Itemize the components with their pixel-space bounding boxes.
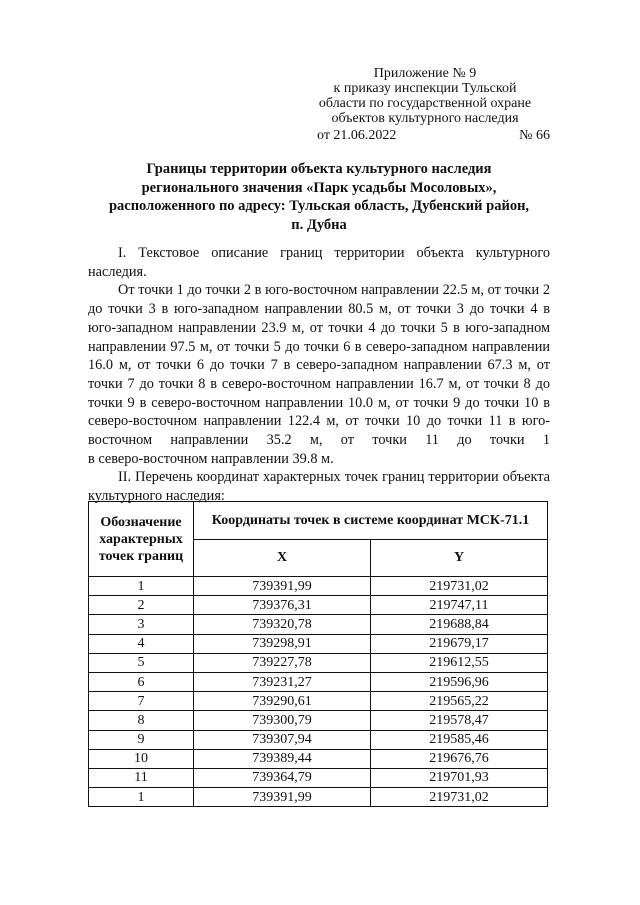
point-number-cell: 9 — [89, 730, 194, 749]
y-coordinate-cell: 219688,84 — [371, 615, 548, 634]
document-body — [88, 244, 550, 506]
point-number-cell: 3 — [89, 615, 194, 634]
y-coordinate-cell: 219596,96 — [371, 672, 548, 691]
point-number-cell: 2 — [89, 596, 194, 615]
coordinates-table-body — [89, 577, 548, 807]
y-coordinate-cell: 219565,22 — [371, 692, 548, 711]
point-number-cell: 8 — [89, 711, 194, 730]
point-number-cell: 6 — [89, 672, 194, 691]
x-coordinate-cell: 739391,99 — [194, 788, 371, 807]
column-header-x: X — [194, 539, 371, 577]
title-line: расположенного по адресу: Тульская область, Дубенский район, — [108, 198, 530, 214]
table-row — [89, 634, 548, 653]
column-header-coordinate-system: Координаты точек в системе координат МСК-71.1 — [194, 502, 548, 540]
point-number-cell: 5 — [89, 653, 194, 672]
point-number-cell: 10 — [89, 749, 194, 768]
y-coordinate-cell: 219747,11 — [371, 596, 548, 615]
x-coordinate-cell: 739364,79 — [194, 768, 371, 787]
y-coordinate-cell: 219585,46 — [371, 730, 548, 749]
y-coordinate-cell: 219612,55 — [371, 653, 548, 672]
appendix-order-ref: области по государственной охране — [318, 96, 532, 111]
appendix-title: Приложение № 9 — [373, 66, 477, 81]
x-coordinate-cell: 739389,44 — [194, 749, 371, 768]
x-coordinate-cell: 739376,31 — [194, 596, 371, 615]
x-coordinate-cell: 739231,27 — [194, 672, 371, 691]
boundary-route-end: в северо-восточном направлении 39.8 м. — [88, 450, 334, 467]
appendix-order-ref: объектов культурного наследия — [331, 111, 519, 126]
x-coordinate-cell: 739227,78 — [194, 653, 371, 672]
y-coordinate-cell: 219731,02 — [371, 788, 548, 807]
table-row — [89, 768, 548, 787]
document-title — [88, 160, 550, 234]
y-coordinate-cell: 219701,93 — [371, 768, 548, 787]
boundary-route-description: От точки 1 до точки 2 в юго-восточном направлении 22.5 м, от точки 2 до точки 3 в юго-западном направлении 80.5 м, от точки 3 до точки 4 в юго-западном направлении 23.9 м, от точки 4 до точки 5 в юго-западном направлении 97.5 м, от точки 5 до точки 6 в северо-западном направлении 16.0 м, от точки 6 до точки 7 в северо-западном направлении 67.3 м, от точки 7 до точки 8 в северо-восточном направлении 16.7 м, от точки 8 до точки 9 в северо-восточном направлении 10.0 м, от точки 9 до точки 10 в северо-восточном направлении 122.4 м, от точки 10 до точки 11 в юго-восточном направлении 35.2 м, от точки 11 до точки 1 — [88, 282, 550, 449]
point-number-cell: 1 — [89, 577, 194, 596]
y-coordinate-cell: 219679,17 — [371, 634, 548, 653]
x-coordinate-cell: 739290,61 — [194, 692, 371, 711]
x-coordinate-cell: 739391,99 — [194, 577, 371, 596]
point-number-cell: 1 — [89, 788, 194, 807]
table-row — [89, 730, 548, 749]
title-line: регионального значения «Парк усадьбы Мосоловых», — [141, 179, 497, 196]
appendix-order-ref: к приказу инспекции Тульской — [333, 81, 517, 96]
table-row — [89, 577, 548, 596]
point-number-cell: 7 — [89, 692, 194, 711]
table-row — [89, 788, 548, 807]
table-row — [89, 711, 548, 730]
y-coordinate-cell: 219578,47 — [371, 711, 548, 730]
point-number-cell: 4 — [89, 634, 194, 653]
order-date-number — [317, 128, 550, 144]
y-coordinate-cell: 219676,76 — [371, 749, 548, 768]
section-1-heading: I. Текстовое описание границ территории объекта культурного наследия. — [88, 245, 550, 280]
column-header-y: Y — [371, 539, 548, 577]
table-row — [89, 692, 548, 711]
x-coordinate-cell: 739307,94 — [194, 730, 371, 749]
table-row — [89, 653, 548, 672]
table-row — [89, 596, 548, 615]
section-2-heading: II. Перечень координат характерных точек границ территории объекта культурного наследия: — [88, 469, 550, 505]
order-date: от 21.06.2022 — [317, 128, 397, 143]
x-coordinate-cell: 739320,78 — [194, 615, 371, 634]
order-number: № 66 — [519, 128, 550, 143]
x-coordinate-cell: 739298,91 — [194, 634, 371, 653]
table-row — [89, 615, 548, 634]
appendix-header — [300, 66, 550, 126]
y-coordinate-cell: 219731,02 — [371, 577, 548, 596]
column-header-designation: Обозначение характерных точек границ — [89, 502, 194, 577]
coordinates-table — [88, 501, 548, 807]
title-line: Границы территории объекта культурного наследия — [146, 161, 492, 177]
title-line: п. Дубна — [291, 216, 347, 233]
x-coordinate-cell: 739300,79 — [194, 711, 371, 730]
point-number-cell: 11 — [89, 768, 194, 787]
table-row — [89, 672, 548, 691]
table-row — [89, 749, 548, 768]
